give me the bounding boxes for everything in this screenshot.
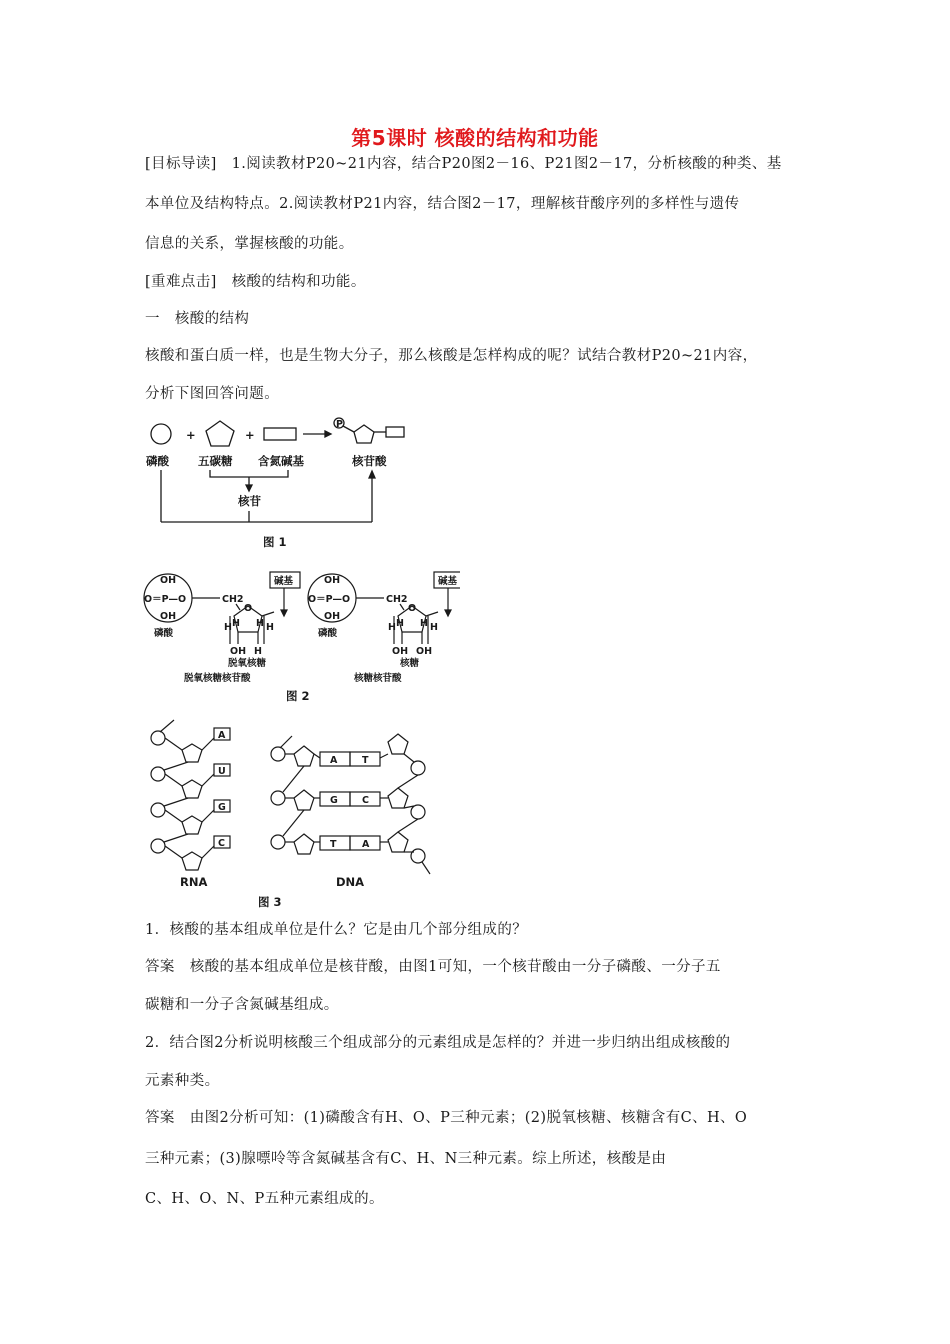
oh-top: OH — [324, 575, 341, 586]
h-label: H — [266, 622, 274, 633]
h-label: H — [388, 622, 396, 633]
paragraph-line: 本单位及结构特点。2.阅读教材P21内容，结合图2－17，理解核苷酸序列的多样性与遗传 — [145, 196, 740, 212]
nucleotide-name: 核糖核苷酸 — [354, 673, 402, 684]
base-box-label: 碱基 — [274, 576, 294, 587]
phosphate-label: 磷酸 — [318, 628, 338, 639]
rna-base: U — [218, 766, 226, 777]
question-2-line: 元素种类。 — [145, 1073, 220, 1089]
phosphate-formula: O＝P—O — [308, 594, 351, 605]
figure-1-caption: 图 1 — [263, 535, 287, 549]
deoxyribonucleotide-structure — [144, 572, 300, 684]
base-box-label: 碱基 — [438, 576, 458, 587]
dna-base-left: G — [330, 795, 338, 806]
sugar-label: 核糖 — [400, 658, 420, 669]
figure-2-caption: 图 2 — [286, 689, 310, 703]
oh-top: OH — [160, 575, 177, 586]
rna-base: A — [218, 730, 226, 741]
base-rectangle-icon — [264, 428, 296, 440]
phosphate-formula: O＝P—O — [144, 594, 187, 605]
dna-label: DNA — [336, 875, 365, 889]
rna-base: G — [218, 802, 226, 813]
h-label: H — [256, 618, 264, 629]
dna-base-left: A — [330, 755, 338, 766]
fig1-label-pentose: 五碳糖 — [198, 454, 233, 468]
plus-sign: + — [245, 428, 255, 442]
oh-bottom: OH — [160, 611, 177, 622]
pentose-pentagon-icon — [206, 421, 234, 446]
ch2-label: CH2 — [222, 594, 244, 605]
h-label: H — [232, 618, 240, 629]
figure-3-rna-dna-chains — [140, 712, 460, 908]
h-label: H — [224, 622, 232, 633]
dna-base-right: A — [362, 839, 370, 850]
answer-1-line: 碳糖和一分子含氮碱基组成。 — [145, 997, 339, 1013]
fig1-label-nucleoside: 核苷 — [238, 494, 261, 508]
rna-label: RNA — [180, 875, 208, 889]
nucleotide-sugar-icon — [354, 425, 374, 443]
nucleotide-name: 脱氧核糖核苷酸 — [184, 673, 251, 684]
oh-sugar: OH — [230, 646, 247, 657]
ring-oxygen: O — [244, 603, 253, 614]
sugar-label: 脱氧核糖 — [228, 658, 267, 669]
h-label: H — [420, 618, 428, 629]
paragraph-line: 核酸和蛋白质一样，也是生物大分子，那么核酸是怎样构成的呢？试结合教材P20~21内容， — [145, 348, 758, 364]
phosphate-symbol-label: P — [336, 419, 343, 430]
rna-base: C — [218, 838, 225, 849]
oh-sugar: OH — [416, 646, 433, 657]
ring-oxygen: O — [408, 603, 417, 614]
figure-3-caption: 图 3 — [258, 895, 282, 908]
h-sugar: H — [254, 646, 262, 657]
question-1: 1．核酸的基本组成单位是什么？它是由几个部分组成的？ — [145, 922, 528, 938]
dna-base-right: T — [362, 755, 369, 766]
phosphate-label: 磷酸 — [154, 628, 174, 639]
answer-2-line: C、H、O、N、P五种元素组成的。 — [145, 1191, 384, 1207]
phosphate-circle-icon — [151, 424, 171, 444]
oh-sugar: OH — [392, 646, 409, 657]
page-title: 第5课时 核酸的结构和功能 — [351, 126, 599, 150]
figure-2-nucleotide-structures — [140, 568, 460, 708]
paragraph-line: 分析下图回答问题。 — [145, 386, 280, 402]
paragraph-line: 信息的关系，掌握核酸的功能。 — [145, 236, 354, 252]
ribonucleotide-structure — [308, 572, 460, 684]
fig1-label-phosphate: 磷酸 — [146, 454, 169, 468]
paragraph-line: [目标导读] 1.阅读教材P20~21内容，结合P20图2－16、P21图2－17，分析核酸的种类、基 — [145, 156, 782, 172]
fig1-label-base: 含氮碱基 — [258, 454, 304, 468]
plus-sign: + — [186, 428, 196, 442]
answer-2-line: 三种元素；(3)腺嘌呤等含氮碱基含有C、H、N三种元素。综上所述，核酸是由 — [145, 1151, 667, 1167]
dna-base-right: C — [362, 795, 369, 806]
ch2-label: CH2 — [386, 594, 408, 605]
section-heading: 一 核酸的结构 — [145, 311, 250, 327]
figure-1-nucleotide-composition — [140, 412, 440, 552]
paragraph-line: [重难点击] 核酸的结构和功能。 — [145, 274, 366, 290]
question-2-line: 2．结合图2分析说明核酸三个组成部分的元素组成是怎样的？并进一步归纳出组成核酸的 — [145, 1035, 731, 1051]
dna-base-left: T — [330, 839, 337, 850]
rna-chain — [151, 720, 230, 889]
dna-double-helix — [271, 734, 430, 889]
h-label: H — [396, 618, 404, 629]
fig1-label-nucleotide: 核苷酸 — [352, 454, 387, 468]
oh-bottom: OH — [324, 611, 341, 622]
h-label: H — [430, 622, 438, 633]
answer-2-line: 答案 由图2分析可知：(1)磷酸含有H、O、P三种元素；(2)脱氧核糖、核糖含有C、H、O — [145, 1110, 748, 1126]
answer-1-line: 答案 核酸的基本组成单位是核苷酸，由图1可知，一个核苷酸由一分子磷酸、一分子五 — [145, 959, 721, 975]
